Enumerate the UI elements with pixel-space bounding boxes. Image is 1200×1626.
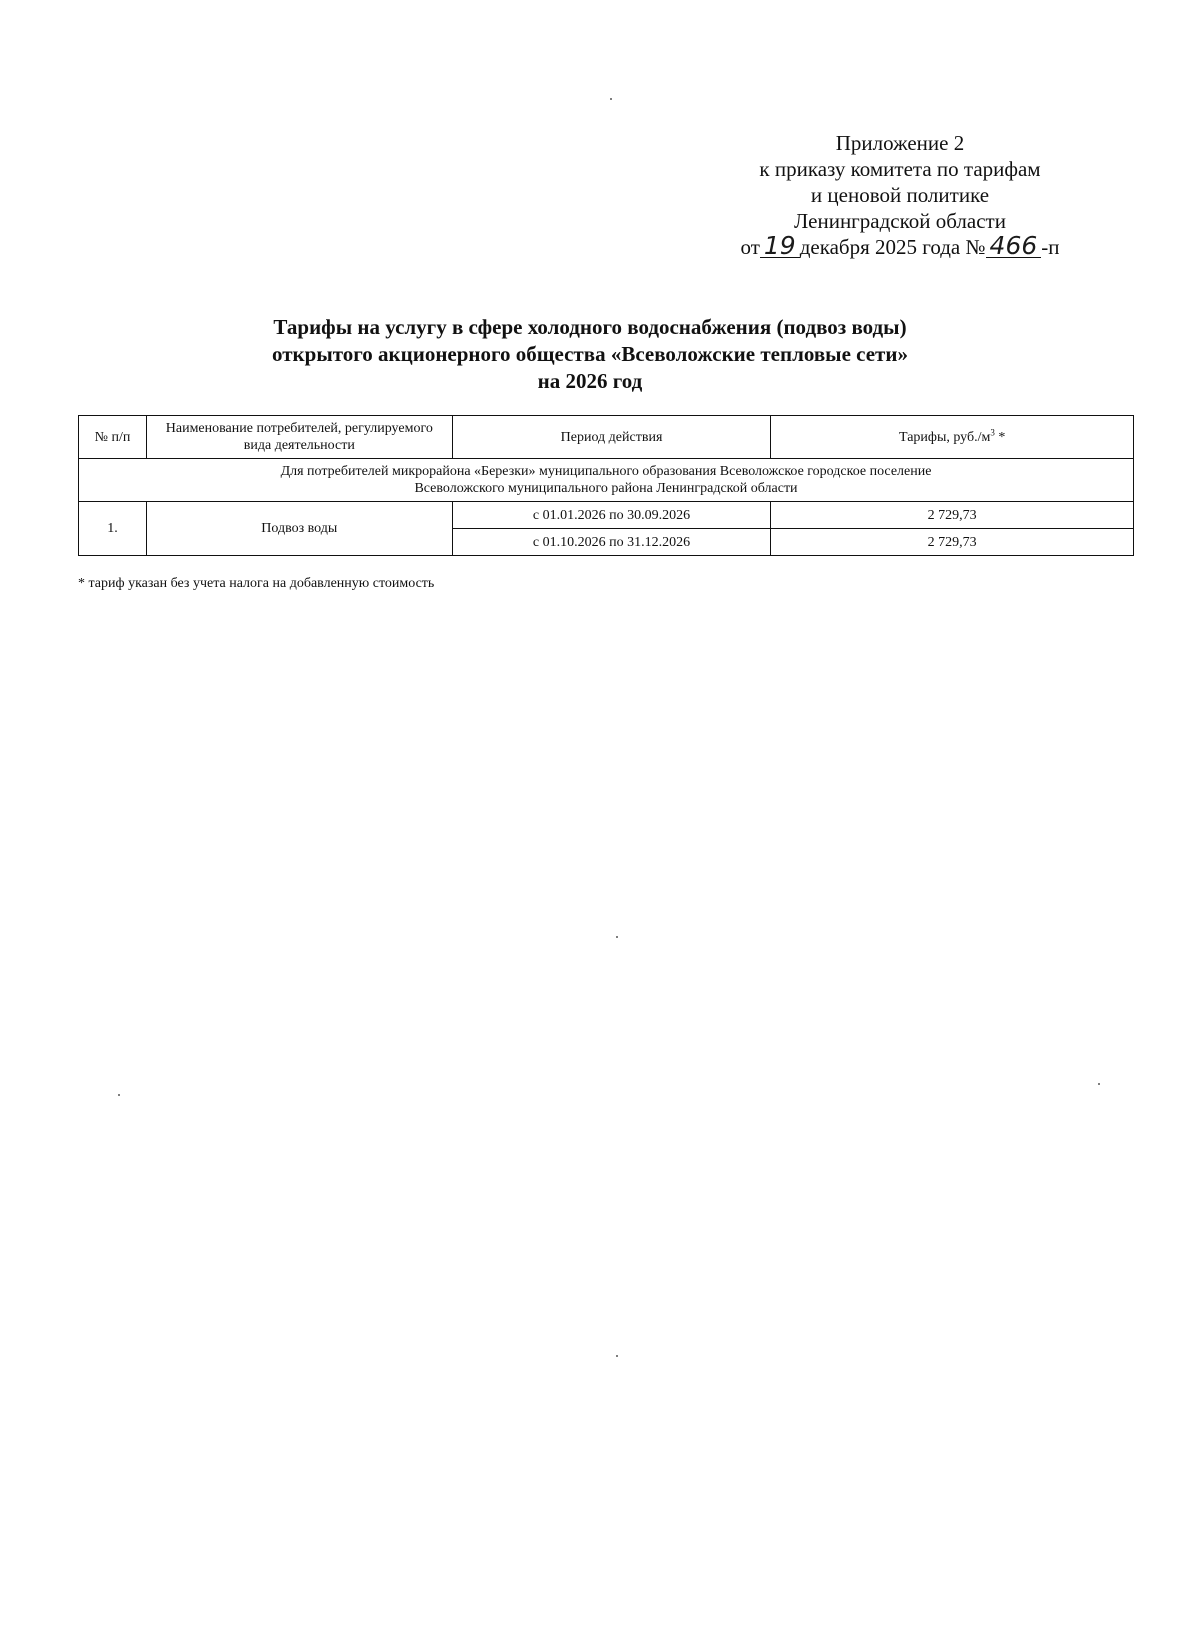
scan-speck (610, 98, 612, 100)
header-tariff (771, 416, 1134, 459)
row-period: с 01.01.2026 по 30.09.2026 (452, 502, 771, 529)
scan-speck (616, 936, 618, 938)
header-name: Наименование потребителей, регулируемого вида деятельности (146, 416, 452, 459)
title-line-3: на 2026 год (537, 369, 643, 393)
scan-speck (1098, 1083, 1100, 1085)
row-tariff: 2 729,73 (771, 529, 1134, 556)
footnote: * тариф указан без учета налога на добавленную стоимость (78, 576, 435, 591)
consumer-group-line-1: Для потребителей микрорайона «Березки» муниципального образования Всеволожское городское поселение (280, 464, 932, 479)
title-line-1: Тарифы на услугу в сфере холодного водоснабжения (подвоз воды) (273, 315, 907, 339)
appendix-number: Приложение 2 (835, 131, 965, 155)
tariff-table (78, 415, 1134, 556)
appendix-header (670, 130, 1130, 260)
date-middle: декабря 2025 года № (799, 235, 986, 259)
row-service-name: Подвоз воды (146, 502, 452, 556)
order-suffix: -п (1041, 235, 1060, 259)
consumer-group-line-2: Всеволожского муниципального района Ленинградской области (414, 481, 798, 496)
header-period: Период действия (452, 416, 771, 459)
table-header-row (79, 416, 1134, 459)
document-title (120, 314, 1060, 395)
row-tariff: 2 729,73 (771, 502, 1134, 529)
row-num: 1. (79, 502, 147, 556)
header-tariff-sup: 3 (990, 426, 995, 437)
header-tariff-text: Тарифы, руб./м (898, 429, 991, 445)
date-prefix: от (740, 235, 760, 259)
row-period: с 01.10.2026 по 31.12.2026 (452, 529, 771, 556)
handwritten-order-number: 466 (986, 235, 1042, 258)
handwritten-day: 19 (760, 235, 800, 258)
table-row (79, 502, 1134, 529)
appendix-committee: и ценовой политике (810, 183, 990, 207)
consumer-group-row (79, 459, 1134, 502)
title-line-2: открытого акционерного общества «Всеволожские тепловые сети» (272, 342, 908, 366)
scan-speck (118, 1094, 120, 1096)
appendix-date-line (670, 231, 1130, 260)
scan-speck (616, 1355, 618, 1357)
appendix-order-reference: к приказу комитета по тарифам (759, 157, 1041, 181)
header-tariff-mark: * (994, 429, 1006, 445)
consumer-group-cell (79, 459, 1134, 502)
header-num: № п/п (79, 416, 147, 459)
appendix-region: Ленинградской области (794, 209, 1006, 233)
